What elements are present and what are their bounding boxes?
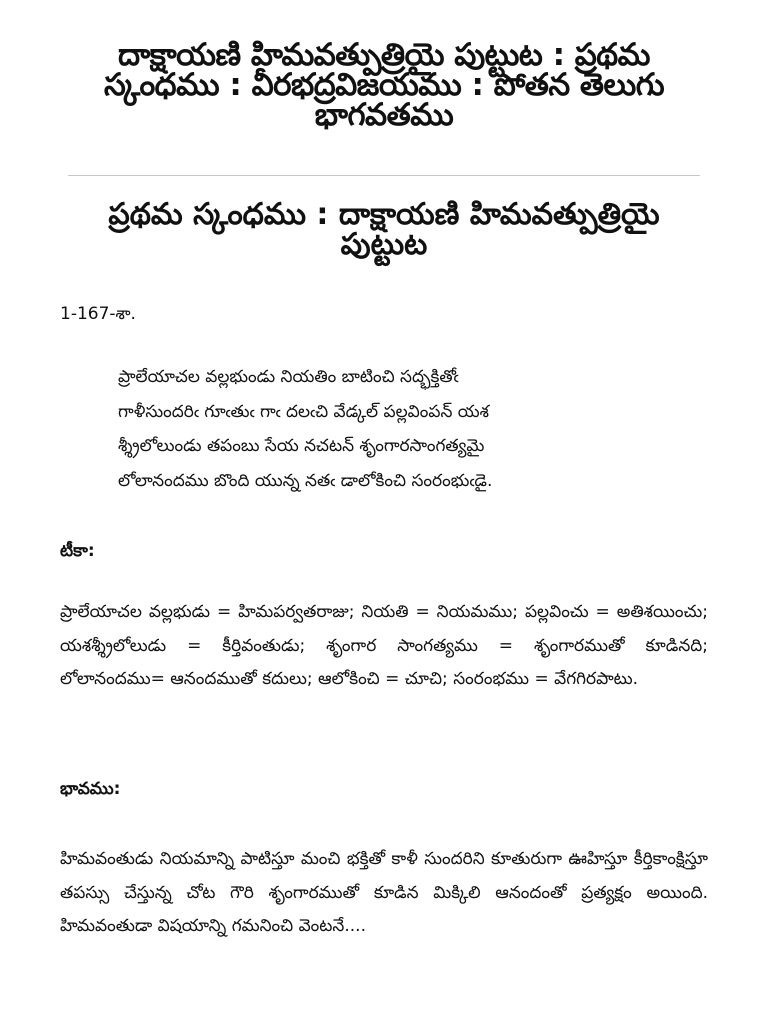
- section-title: ప్రథమ స్కంధము : దాక్షాయణి హిమవత్పుత్రియై పుట్టుట: [108, 197, 660, 262]
- verse-block: [118, 360, 718, 498]
- tika-heading: టీకా:: [60, 541, 95, 561]
- page-title: దాక్షాయణి హిమవత్పుత్రియై పుట్టుట : ప్రథమ స్కంధము : వీరభద్రవిజయము : పోతన తెలుగు భాగవతము: [103, 37, 665, 133]
- verse-line: లోలానందము బొంది యున్న నతఁ డాలోకించి సంరంభుఁడై.: [118, 470, 493, 491]
- verse-line: గాళీసుందరిఁ గూఁతుఁ గాఁ దలఁచి వేడ్కల్ పల్లవింపన్ యశ: [118, 401, 489, 422]
- bhavamu-heading: భావము:: [60, 779, 121, 799]
- verse-line: ప్రాలేయాచల వల్లభుండు నియతిం బాటించి సద్భక్తితోఁ: [118, 367, 459, 387]
- verse-line: శ్శ్రీలోలుండు తపంబు సేయ నచటన్ శృంగారసాంగత్యమై: [118, 436, 485, 456]
- tika-text: ప్రాలేయాచల వల్లభుడు = హిమపర్వతరాజు; నియతి = నియమము; పల్లవించు = అతిశయించు; యశశ్శ్రీలోలుడు = కీర్తివంతుడు; శృంగార సాంగత్యము = శృంగారముతో కూడినది; లోలానందము= ఆనందముతో కదులు; ఆలోకించి = చూచి; సంరంభము = వేగగిరపాటు.: [60, 602, 708, 689]
- title-divider: [68, 175, 700, 176]
- verse-number: 1-167-శా.: [60, 304, 136, 324]
- bhavamu-text: హిమవంతుడు నియమాన్ని పాటిస్తూ మంచి భక్తితో కాళీ సుందరిని కూతురుగా ఊహిస్తూ కీర్తికాంక్షిస్తూ తపస్సు చేస్తున్న చోట గౌరి శృంగారముతో కూడిన మిక్కిలి ఆనందంతో ప్రత్యక్షం అయింది. హిమవంతుడా విషయాన్ని గమనించి వెంటనే....: [60, 849, 708, 936]
